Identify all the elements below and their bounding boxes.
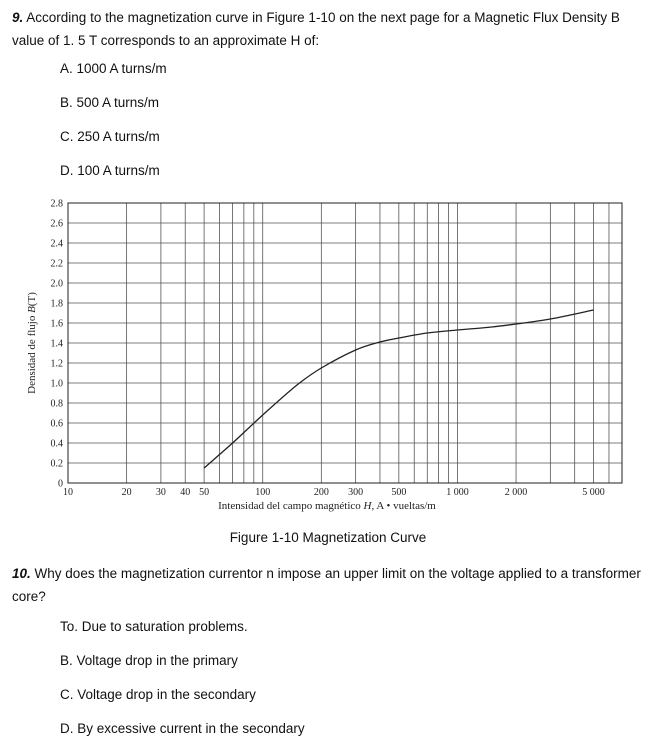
- figure-caption: Figure 1-10 Magnetization Curve: [229, 530, 427, 545]
- question-10-number: 10.: [12, 566, 31, 581]
- x-tick-label: 2 000: [504, 487, 528, 498]
- question-10-option-d[interactable]: D. By excessive current in the secondary: [60, 721, 305, 736]
- question-10-option-a[interactable]: To. Due to saturation problems.: [60, 619, 248, 634]
- x-axis-label-var: H: [363, 500, 372, 512]
- x-axis-label: [218, 500, 436, 512]
- x-axis-label-suffix: vueltas/m: [390, 500, 436, 512]
- magnetization-chart: [12, 194, 634, 514]
- question-10-text: Why does the magnetization currentor n impose an upper limit on the voltage applied to a transformer core?: [12, 566, 641, 604]
- x-tick-label: 1 000: [446, 487, 469, 498]
- x-axis-label-dot: •: [386, 500, 391, 512]
- question-9-option-b[interactable]: B. 500 A turns/m: [60, 95, 160, 110]
- y-tick-label: 2.6: [50, 218, 63, 230]
- chart-grid: [68, 203, 622, 483]
- question-9-text: According to the magnetization curve in Figure 1-10 on the next page for a Magnetic Flux Density B value of 1. 5 T corresponds to an approximate H of:: [12, 10, 620, 48]
- x-tick-label: 200: [313, 487, 329, 498]
- x-axis-label-prefix: Intensidad del campo magnético: [218, 500, 364, 512]
- y-tick-label: 2.4: [50, 238, 63, 250]
- y-axis-label-prefix: Densidad de flujo: [26, 312, 38, 394]
- y-axis-label-var: B: [26, 306, 38, 313]
- x-tick-label: 50: [199, 487, 210, 498]
- y-tick-label: 2.0: [50, 278, 63, 290]
- y-tick-label: 0: [58, 478, 63, 490]
- question-10: [12, 562, 642, 608]
- y-tick-label: 0.2: [50, 458, 63, 470]
- x-axis-label-mid: , A: [371, 500, 387, 512]
- x-tick-label: 100: [255, 487, 271, 498]
- x-tick-label: 10: [63, 487, 73, 498]
- x-tick-label: 5 000: [582, 487, 605, 498]
- x-tick-labels: [63, 487, 605, 498]
- y-axis-label: [26, 292, 38, 394]
- y-tick-label: 2.2: [50, 258, 63, 270]
- question-9-option-a[interactable]: A. 1000 A turns/m: [60, 61, 167, 76]
- question-10-option-b[interactable]: B. Voltage drop in the primary: [60, 653, 238, 668]
- question-9-number: 9.: [12, 10, 24, 25]
- x-tick-label: 500: [391, 487, 407, 498]
- question-9-option-c[interactable]: C. 250 A turns/m: [60, 129, 160, 144]
- y-tick-label: 1.6: [50, 318, 63, 330]
- chart-svg: [12, 194, 634, 514]
- question-9: [12, 6, 642, 52]
- x-tick-label: 40: [180, 487, 191, 498]
- x-tick-label: 300: [348, 487, 364, 498]
- x-tick-label: 20: [121, 487, 132, 498]
- y-tick-label: 0.6: [50, 418, 63, 430]
- x-tick-label: 30: [155, 487, 166, 498]
- y-tick-label: 2.8: [50, 198, 63, 210]
- y-tick-label: 1.2: [50, 358, 63, 370]
- y-tick-label: 0.4: [50, 438, 63, 450]
- y-axis-label-suffix: (T): [26, 292, 38, 307]
- y-tick-label: 0.8: [50, 398, 63, 410]
- question-10-option-c[interactable]: C. Voltage drop in the secondary: [60, 687, 256, 702]
- y-tick-labels: [51, 199, 64, 490]
- question-9-option-d[interactable]: D. 100 A turns/m: [60, 163, 160, 178]
- y-tick-label: 1.4: [50, 338, 63, 350]
- y-tick-label: 1.0: [50, 378, 63, 390]
- y-tick-label: 1.8: [50, 298, 63, 310]
